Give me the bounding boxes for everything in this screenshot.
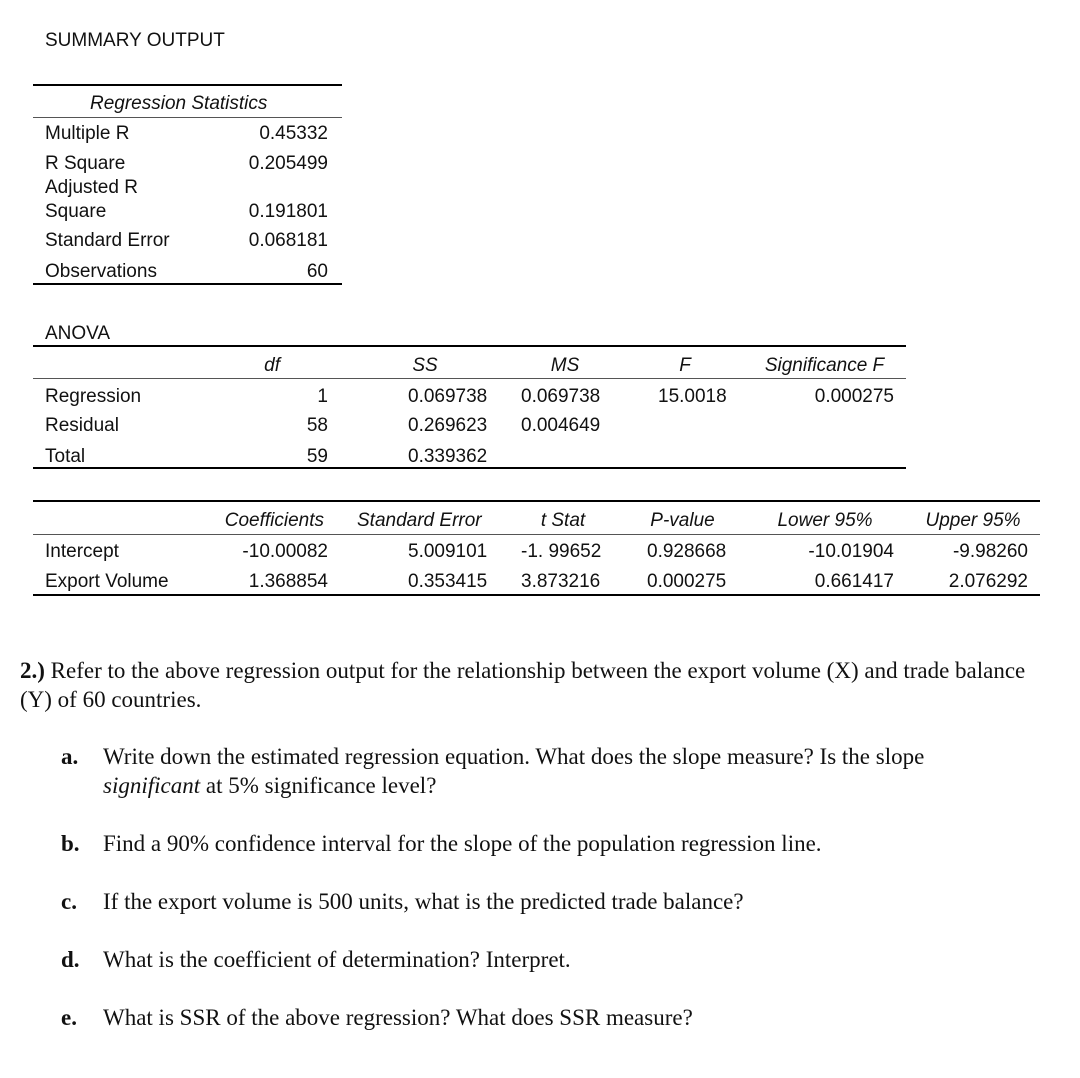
stat-value-adjusted-r-square: 0.191801: [248, 201, 328, 222]
header-rule: [33, 117, 342, 118]
stat-label-r-square: R Square: [45, 153, 126, 174]
coef-cell-t-stat: 3.873216: [521, 571, 601, 592]
stat-label-adjusted-r: Adjusted R: [45, 177, 138, 198]
coef-cell-upper-95: -9.98260: [952, 541, 1028, 562]
coef-cell-coefficient: 1.368854: [248, 571, 328, 592]
coef-header-coefficients: Coefficients: [224, 510, 324, 531]
part-text-e: What is SSR of the above regression? What does SSR measure?: [103, 1005, 693, 1030]
part-label-a: a.: [61, 744, 79, 769]
coef-cell-lower-95: -10.01904: [808, 541, 894, 562]
part-text-a-rest: at 5% significance level?: [200, 773, 437, 798]
part-label-d: d.: [61, 947, 80, 972]
coef-cell-standard-error: 5.009101: [408, 541, 488, 562]
anova-top-rule: [33, 345, 906, 347]
stat-value-r-square: 0.205499: [248, 153, 328, 174]
part-text-a-line2: [103, 771, 436, 800]
coef-header-t-stat: t Stat: [540, 510, 586, 531]
coef-row-label: Export Volume: [45, 571, 169, 592]
part-label-b: b.: [61, 831, 80, 856]
stat-value-standard-error: 0.068181: [248, 230, 328, 251]
coef-header-upper-95: Upper 95%: [925, 510, 1021, 531]
anova-row-label: Residual: [45, 415, 119, 436]
anova-cell-df: 1: [317, 386, 328, 407]
anova-row-label: Regression: [45, 386, 142, 407]
stat-label-standard-error: Standard Error: [45, 230, 170, 251]
anova-header-significance-f: Significance F: [764, 355, 885, 376]
coef-cell-p-value: 0.000275: [647, 571, 727, 592]
anova-header-rule: [33, 378, 906, 379]
coef-cell-lower-95: 0.661417: [814, 571, 894, 592]
part-label-c: c.: [61, 889, 77, 914]
anova-header-ss: SS: [412, 355, 438, 376]
coef-header-lower-95: Lower 95%: [777, 510, 873, 531]
stat-label-observations: Observations: [45, 261, 157, 282]
coef-header-p-value: P-value: [650, 510, 715, 531]
anova-cell-significance-f: 0.000275: [814, 386, 894, 407]
coef-cell-t-stat: -1. 99652: [521, 541, 602, 562]
stat-value-observations: 60: [306, 261, 328, 282]
anova-header-df: df: [264, 355, 280, 376]
question-intro: [20, 656, 1050, 714]
anova-header-f: F: [679, 355, 691, 376]
stat-label-adjusted-r-square: Square: [45, 201, 107, 222]
coef-bottom-rule: [33, 594, 1040, 596]
part-text-d: What is the coefficient of determination? Interpret.: [103, 947, 571, 972]
part-text-b: Find a 90% confidence interval for the slope of the population regression line.: [103, 831, 822, 856]
coef-cell-standard-error: 0.353415: [408, 571, 488, 592]
anova-cell-df: 59: [306, 446, 328, 467]
stat-value-multiple-r: 0.45332: [259, 123, 328, 144]
part-text-a-emphasis: significant: [103, 773, 201, 798]
stat-label-multiple-r: Multiple R: [45, 123, 130, 144]
question-intro-text: Refer to the above regression output for the relationship between the export volume (X) and trade balance (Y) of 60 countries.: [20, 658, 1026, 712]
anova-title: ANOVA: [45, 323, 111, 344]
table-top-rule: [33, 84, 342, 86]
part-text-a-line1: Write down the estimated regression equation. What does the slope measure? Is the slope: [103, 744, 925, 769]
regression-statistics-header: Regression Statistics: [90, 93, 268, 114]
anova-cell-ms: 0.069738: [521, 386, 601, 407]
coef-header-standard-error: Standard Error: [357, 510, 482, 531]
anova-cell-f: 15.0018: [658, 386, 727, 407]
anova-bottom-rule: [33, 467, 906, 469]
coef-cell-upper-95: 2.076292: [948, 571, 1028, 592]
coef-top-rule: [33, 500, 1040, 502]
anova-row-label: Total: [45, 446, 86, 467]
part-text-c: If the export volume is 500 units, what is the predicted trade balance?: [103, 889, 744, 914]
anova-cell-ss: 0.269623: [408, 415, 488, 436]
anova-cell-ss: 0.339362: [408, 446, 488, 467]
anova-cell-ms: 0.004649: [521, 415, 601, 436]
question-number: 2.): [20, 658, 45, 683]
anova-cell-df: 58: [306, 415, 328, 436]
coef-header-rule: [33, 534, 1040, 535]
part-label-e: e.: [61, 1005, 77, 1030]
anova-cell-ss: 0.069738: [408, 386, 488, 407]
coef-cell-p-value: 0.928668: [647, 541, 727, 562]
coef-cell-coefficient: -10.00082: [242, 541, 328, 562]
anova-header-ms: MS: [550, 355, 580, 376]
table-bottom-rule: [33, 283, 342, 285]
coef-row-label: Intercept: [45, 541, 119, 562]
summary-title: SUMMARY OUTPUT: [45, 30, 225, 51]
